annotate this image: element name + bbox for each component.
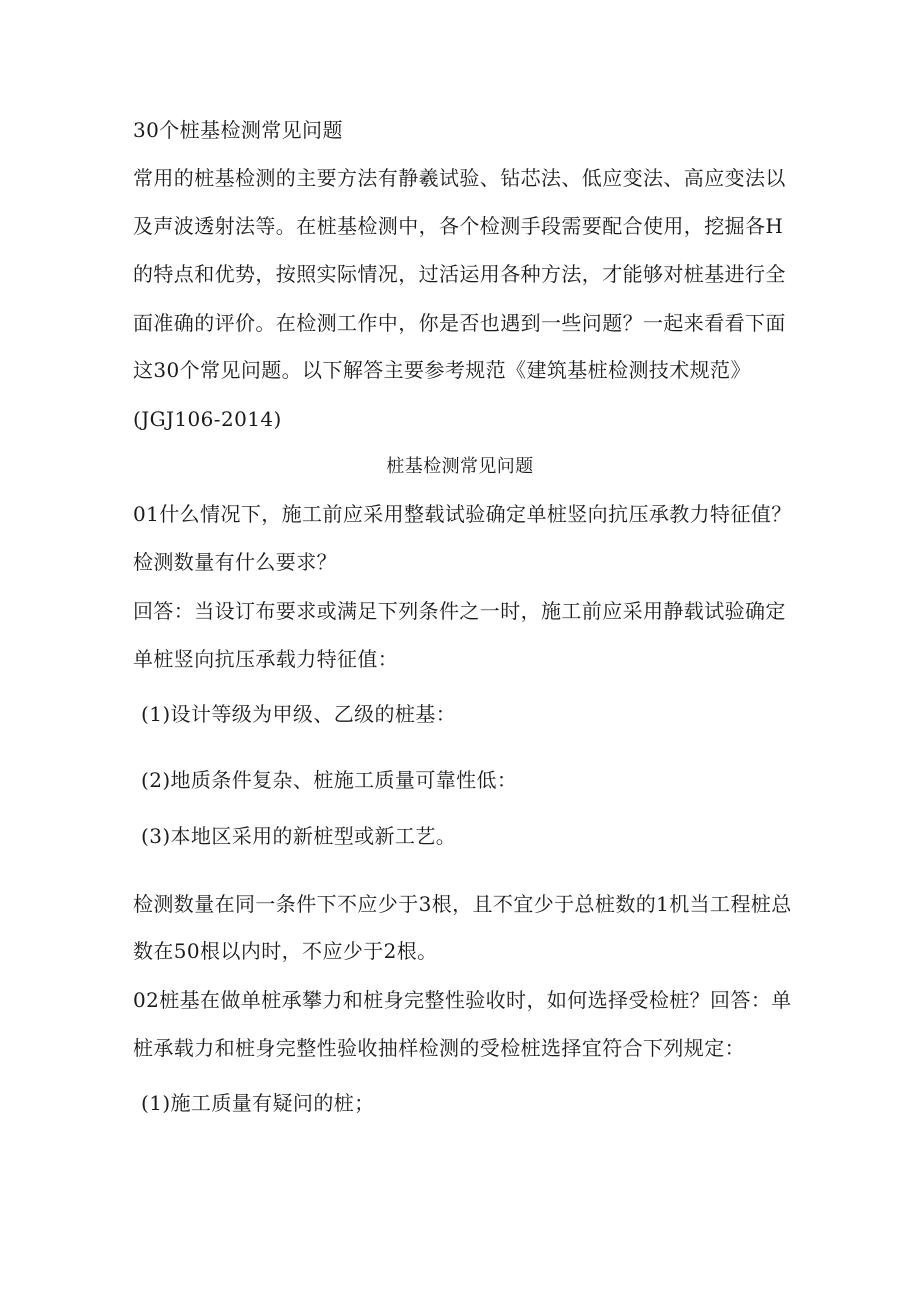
intro-line: 及声波透射法等。在桩基检测中，各个检测手段需要配合使用，挖掘各H [133, 214, 784, 238]
q1-question-line: 01什么情况下，施工前应采用整载试验确定单桩竖向抗压承教力特征值？ [133, 502, 792, 526]
intro-line-standard-code: (JGJ106-2014) [133, 407, 282, 431]
intro-line: 常用的桩基检测的主要方法有静羲试验、钻芯法、低应变法、高应变法以 [133, 166, 786, 190]
q1-quantity-line: 数在50根以内时，不应少于2根。 [133, 939, 438, 963]
q1-condition-item: (3)本地区采用的新桩型或新工艺。 [141, 824, 457, 848]
q1-condition-item: (2)地质条件复杂、桩施工质量可靠性低： [141, 768, 518, 792]
intro-line: 这30个常见问题。以下解答主要参考规范《建筑基桩检测技术规范》 [133, 358, 751, 382]
q2-line: 桩承载力和桩身完整性验收抽样检测的受检桩选择宜符合下列规定： [133, 1036, 745, 1060]
q1-answer-line: 单桩竖向抗压承载力特征值： [133, 647, 399, 671]
q2-condition-item: (1)施工质量有疑问的桩； [141, 1091, 375, 1115]
intro-line: 的特点和优势，按照实际情况，过活运用各种方法，才能够对桩基进行全 [133, 262, 786, 286]
q2-line: 02桩基在做单桩承攀力和桩身完整性验收时，如何选择受检桩？回答：单 [133, 988, 792, 1012]
section-heading: 桩基检测常见问题 [386, 456, 534, 477]
q1-question-line: 检测数量有什么要求？ [133, 550, 337, 574]
document-title: 30个桩基检测常见问题 [133, 118, 343, 142]
q1-quantity-line: 检测数量在同一条件下不应少于3根，且不宜少于总桩数的1机当工程桩总 [133, 892, 792, 916]
q1-condition-item: (1)设计等级为甲级、乙级的桩基： [141, 702, 457, 726]
q1-answer-line: 回答：当设订布要求或满足下列条件之一时，施工前应采用静载试验确定 [133, 599, 786, 623]
intro-line: 面准确的评价。在检测工作中，你是否也遇到一些问题？一起来看看下面 [133, 311, 786, 335]
